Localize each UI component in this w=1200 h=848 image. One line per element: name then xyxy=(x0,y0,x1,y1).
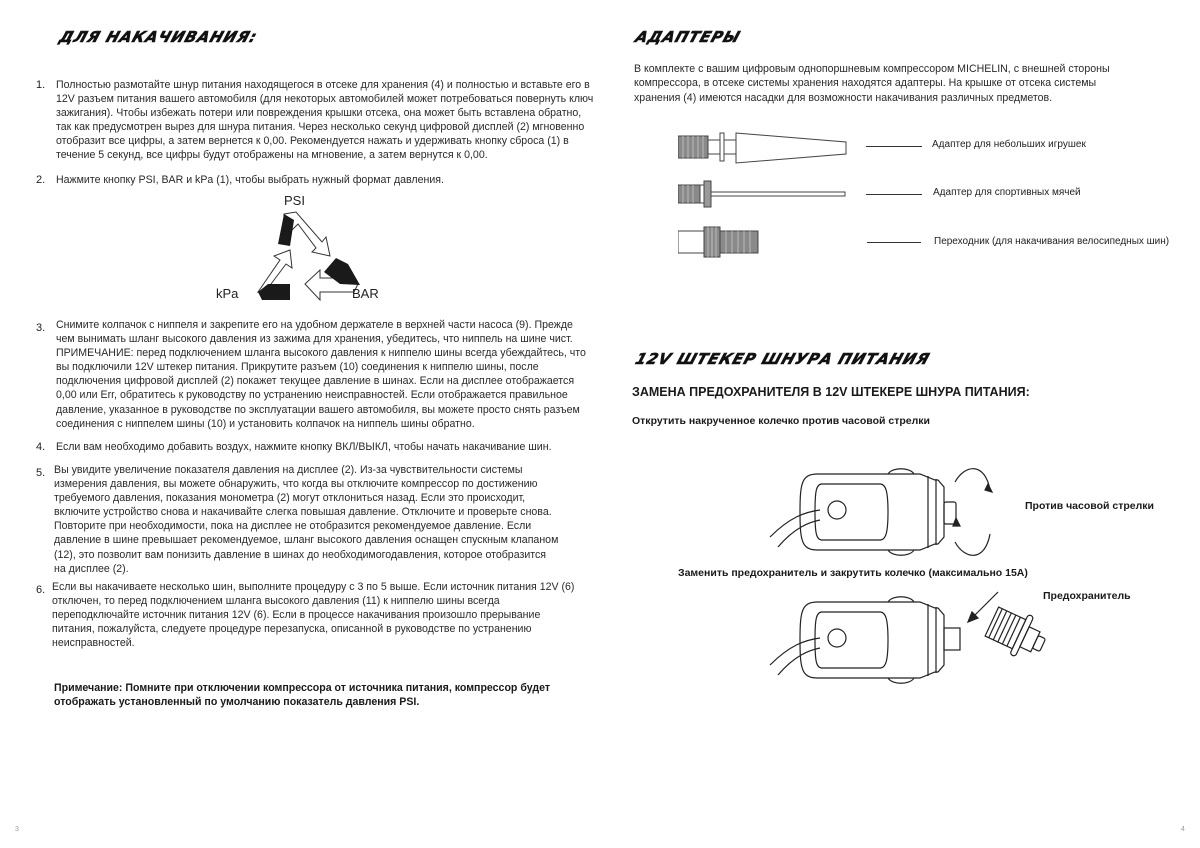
text-line: компрессора, в отсеке системы хранения находятся адаптеры. На крышке от отсека системы xyxy=(634,77,1097,90)
ball-needle-drawing xyxy=(678,180,858,208)
text-line: вы подключили 12V штекер питания. Прикрутите разъем (10) соединения к ниппелю шины, после xyxy=(56,361,539,374)
text-line: требуемого давления, показания монометра (2) могут отклониться назад. Если это происходит, xyxy=(54,492,526,505)
step-number: 1. xyxy=(36,79,46,91)
adapters-heading: АДАПТЕРЫ xyxy=(633,28,744,46)
plug-unscrew-drawing xyxy=(760,462,1000,562)
text-line: давление в шине превышает рекомендуемое, шланг высокого давления оснащен спускным клапаном xyxy=(54,534,559,547)
plug-heading: 12V ШТЕКЕР ШНУРА ПИТАНИЯ xyxy=(633,350,933,368)
leader-line xyxy=(867,242,921,243)
toy-adapter-label: Адаптер для небольших игрушек xyxy=(932,139,1086,150)
text-line: на дисплее (2). xyxy=(54,562,129,575)
note-line: Примечание: Помните при отключении компрессора от источника питания, компрессор будет xyxy=(54,682,551,694)
inflation-heading: ДЛЯ НАКАЧИВАНИЯ: xyxy=(57,28,260,46)
text-line: чем вынимать шланг высокого давления из зажима для хранения, убедитесь, что ниппель на шине чист. xyxy=(56,333,573,346)
text-line: измерения давления, вы можете обнаружить, что когда вы отключите компрессор по достижению xyxy=(54,478,538,491)
text-line: переподключайте источник питания 12V (6). Если в процессе накачивания произошло прерывание xyxy=(52,609,541,622)
text-line: (12), это позволит вам понизить давление в шинах до необходимогодавления, которое отобразится xyxy=(54,548,547,561)
text-line: зажигания). Чтобы избежать потери или повреждения крышки отсека, она может быть вставлена обратно, xyxy=(56,107,582,120)
right-page xyxy=(600,0,1200,848)
page-number-right: 4 xyxy=(1181,826,1185,833)
cigarette-plug-icon xyxy=(760,462,1000,562)
text-line: Полностью размотайте шнур питания находящегося в отсеке для хранения (4) и полностью и вставьте его в xyxy=(56,79,590,91)
text-line: ПРИМЕЧАНИЕ: перед подключением шланга высокого давления к ниппелю шины всегда убеждайтесь, что xyxy=(56,347,586,360)
text-line: так как предусмотрен вырез для шнура питания. Через несколько секунд цифровой дисплей (2) мгновенно xyxy=(56,121,585,134)
text-line: Снимите колпачок с ниппеля и закрепите его на удобном держателе в верхней части насоса (9). Прежде xyxy=(56,319,573,331)
adapters-intro xyxy=(634,62,1154,105)
text-line: питания, пожалуйста, следуете процедуре перезапуска, описанной в руководстве по устранению xyxy=(52,623,532,636)
bar-label: BAR xyxy=(352,286,379,301)
text-line: течение 5 секунд, все цифры будут отображены на мгновение, а затем вернутся к 0,00. xyxy=(56,149,488,162)
text-line: 12V разъем питания вашего автомобиля (для некоторых автомобилей может потребоваться повернуть ключ xyxy=(56,93,594,106)
fuse-label: Предохранитель xyxy=(1043,590,1131,602)
fuse-replacement-title: ЗАМЕНА ПРЕДОХРАНИТЕЛЯ В 12V ШТЕКЕРЕ ШНУРА ПИТАНИЯ: xyxy=(632,385,1030,399)
text-line: отключен, то перед подключением шланга высокого давления (11) к ниппелю шины всегда xyxy=(52,595,500,608)
text-line: неисправностей. xyxy=(52,637,135,650)
text-line: 0,00 или Err, обратитесь к руководству по устранению неисправностей. Если отображается правильное xyxy=(56,389,568,402)
text-line: давление, указанное в руководстве по эксплуатации вашего автомобиля, вы можете просто снять разъем xyxy=(56,403,580,416)
text-line: включите устройство снова и накачивайте слегка повышая давление. Отключите и проверьте снова. xyxy=(54,506,552,519)
plug-fuse-drawing xyxy=(760,590,1100,690)
page-number-left: 3 xyxy=(15,826,19,833)
ball-needle-label: Адаптер для спортивных мячей xyxy=(933,187,1081,198)
step-number: 2. xyxy=(36,174,46,186)
ball-needle-icon xyxy=(678,180,858,208)
bicycle-adapter-drawing xyxy=(678,226,768,258)
psi-default-note xyxy=(54,681,594,710)
text-line: Вы увидите увеличение показателя давления на дисплее (2). Из-за чувствительности системы xyxy=(54,464,523,476)
replace-fuse-instruction: Заменить предохранитель и закрутить колечко (максимально 15А) xyxy=(678,567,1028,579)
leader-line xyxy=(866,194,922,195)
bicycle-adapter-icon xyxy=(678,226,768,258)
text-line: Нажмите кнопку PSI, BAR и kPa (1), чтобы выбрать нужный формат давления. xyxy=(56,174,444,186)
step-number: 3. xyxy=(36,322,46,334)
text-line: отобразит все цифры, а затем вернется к 0,00. Рекомендуется нажать и удерживать кнопку сброса (1) в xyxy=(56,135,569,148)
toy-adapter-drawing xyxy=(678,130,858,166)
text-line: Если вам необходимо добавить воздух, нажмите кнопку ВКЛ/ВЫКЛ, чтобы начать накачивание шин. xyxy=(56,441,552,453)
note-line: отображать установленный по умолчанию показатель давления PSI. xyxy=(54,696,420,709)
step-number: 4. xyxy=(36,441,46,453)
fuse-plug-icon xyxy=(760,590,1100,690)
step-number: 5. xyxy=(36,467,46,479)
text-line: соединения с ниппелем шины (10) и установить колпачок на ниппель шины обратно. xyxy=(56,417,475,430)
text-line: подключения цифровой дисплей (2) покажет текущее давление в шинах. Если на дисплее отображается xyxy=(56,375,575,388)
kpa-label: kPa xyxy=(216,286,239,301)
unscrew-instruction: Открутить накрученное колечко против часовой стрелки xyxy=(632,415,930,427)
units-cycle-diagram xyxy=(210,192,390,307)
psi-label: PSI xyxy=(284,193,305,208)
text-line: В комплекте с вашим цифровым однопоршневым компрессором MICHELIN, с внешней стороны xyxy=(634,63,1110,75)
step-number: 6. xyxy=(36,584,46,596)
text-line: хранения (4) имеются насадки для возможности накачивания различных предметов. xyxy=(634,91,1053,104)
leader-line xyxy=(866,146,922,147)
text-line: Повторите при необходимости, пока на дисплее не отобразится рекомендуемое давление. Если xyxy=(54,520,532,533)
text-line: Если вы накачиваете несколько шин, выполните процедуру с 3 по 5 выше. Если источник питания 12V (6) xyxy=(52,581,575,593)
bicycle-adapter-label: Переходник (для накачивания велосипедных шин) xyxy=(934,236,1170,247)
counterclockwise-label: Против часовой стрелки xyxy=(1025,500,1154,512)
toy-adapter-icon xyxy=(678,130,858,166)
